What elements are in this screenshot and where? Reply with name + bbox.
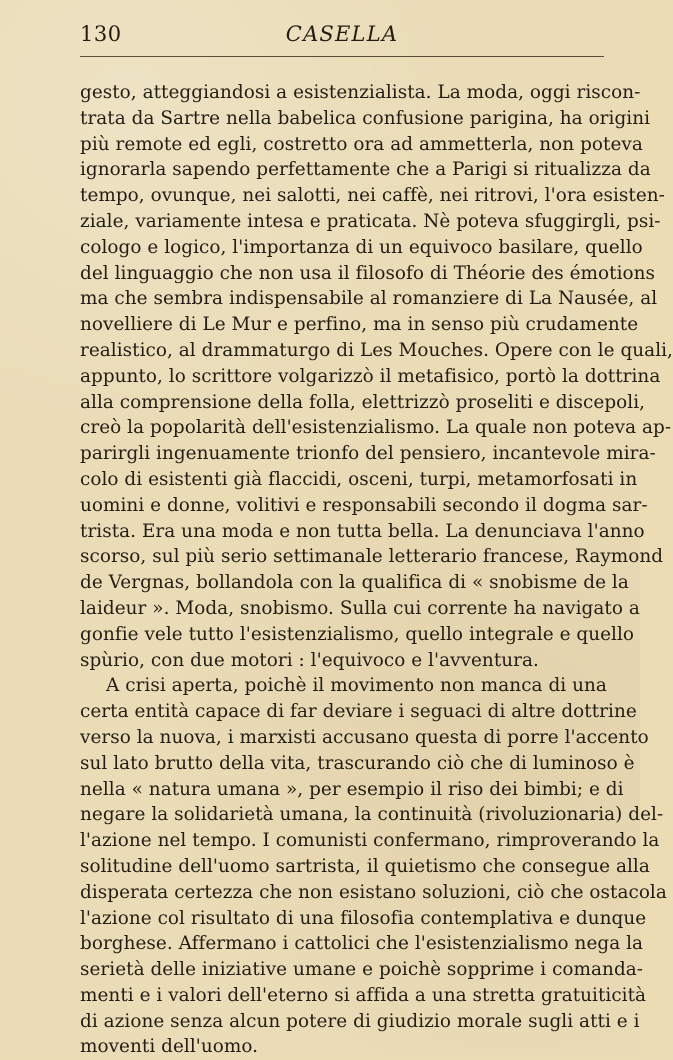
text-line-6: ziale, variamente intesa e praticata. Nè poteva sfuggirgli, psi-	[80, 210, 661, 232]
text-line-17: uomini e donne, volitivi e responsabili secondo il dogma sar-	[80, 494, 648, 516]
text-line-22: gonfie vele tutto l'esistenzialismo, quello integrale e quello	[80, 623, 635, 645]
text-line-36: menti e i valori dell'eterno si affida a una stretta gratuiticità	[80, 984, 647, 1006]
text-line-18: trista. Era una moda e non tutta bella. La denunciava l'anno	[80, 520, 645, 542]
text-line-4: ignorarla sapendo perfettamente che a Parigi si ritualizza da	[80, 159, 651, 181]
text-line-8: del linguaggio che non usa il filosofo di Théorie des émotions	[80, 262, 656, 284]
text-line-5: tempo, ovunque, nei salotti, nei caffè, nei ritrovi, l'ora esisten-	[80, 185, 665, 207]
text-line-35: serietà delle iniziative umane e poichè sopprime i comanda-	[80, 959, 644, 981]
text-line-34: borghese. Affermano i cattolici che l'esistenzialismo nega la	[80, 933, 644, 955]
text-line-38: moventi dell'uomo.	[80, 1036, 259, 1058]
text-line-23: spùrio, con due motori : l'equivoco e l'avventura.	[80, 649, 539, 671]
text-line-14: creò la popolarità dell'esistenzialismo. La quale non poteva ap-	[80, 417, 672, 439]
text-line-37: di azione senza alcun potere di giudizio morale sugli atti e i	[80, 1010, 640, 1032]
text-line-10: novelliere di Le Mur e perfino, ma in senso più crudamente	[80, 314, 639, 336]
text-line-25: certa entità capace di far deviare i seguaci di altre dottrine	[80, 701, 637, 723]
text-line-26: verso la nuova, i marxisti accusano questa di porre l'accento	[80, 726, 649, 748]
text-line-12: appunto, lo scrittore volgarizzò il metafisico, portò la dottrina	[80, 365, 661, 387]
text-line-7: cologo e logico, l'importanza di un equivoco basilare, quello	[80, 236, 643, 258]
text-line-30: l'azione nel tempo. I comunisti confermano, rimproverando la	[80, 830, 660, 852]
text-line-31: solitudine dell'uomo sartrista, il quietismo che consegue alla	[80, 855, 650, 877]
text-line-1: gesto, atteggiandosi a esistenzialista. La moda, oggi riscon-	[80, 82, 641, 103]
running-head: CASELLA	[285, 22, 399, 46]
text-line-11: realistico, al drammaturgo di Les Mouches. Opere con le quali,	[80, 339, 673, 361]
text-line-28: nella « natura umana », per esempio il riso dei bimbi; e di	[80, 778, 624, 800]
text-line-19: scorso, sul più serio settimanale letterario francese, Raymond	[80, 546, 664, 568]
text-line-15: parirgli ingenuamente trionfo del pensiero, incantevole mira-	[80, 443, 656, 465]
body-text	[80, 80, 673, 1060]
text-line-32: disperata certezza che non esistano soluzioni, ciò che ostacola	[80, 881, 667, 903]
text-line-9: ma che sembra indispensabile al romanziere di La Nausée, al	[80, 288, 658, 310]
page-header	[80, 18, 604, 52]
text-line-29: negare la solidarietà umana, la continuità (rivoluzionaria) del-	[80, 804, 664, 826]
text-line-13: alla comprensione della folla, elettrizzò proseliti e discepoli,	[80, 391, 646, 413]
text-line-2: trata da Sartre nella babelica confusione parigina, ha origini	[80, 107, 651, 129]
text-line-21: laideur ». Moda, snobismo. Sulla cui corrente ha navigato a	[80, 597, 640, 619]
text-line-3: più remote ed egli, costretto ora ad ammetterla, non poteva	[80, 133, 643, 155]
text-line-33: l'azione col risultato di una filosofia contemplativa e dunque	[80, 907, 647, 929]
text-line-27: sul lato brutto della vita, trascurando ciò che di luminoso è	[80, 752, 635, 774]
header-rule	[80, 56, 604, 57]
text-line-20: de Vergnas, bollandola con la qualifica di « snobisme de la	[80, 572, 629, 594]
text-line-24: A crisi aperta, poichè il movimento non manca di una	[106, 675, 607, 697]
text-line-16: colo di esistenti già flaccidi, osceni, turpi, metamorfosati in	[80, 468, 638, 490]
page-number: 130	[80, 22, 122, 46]
